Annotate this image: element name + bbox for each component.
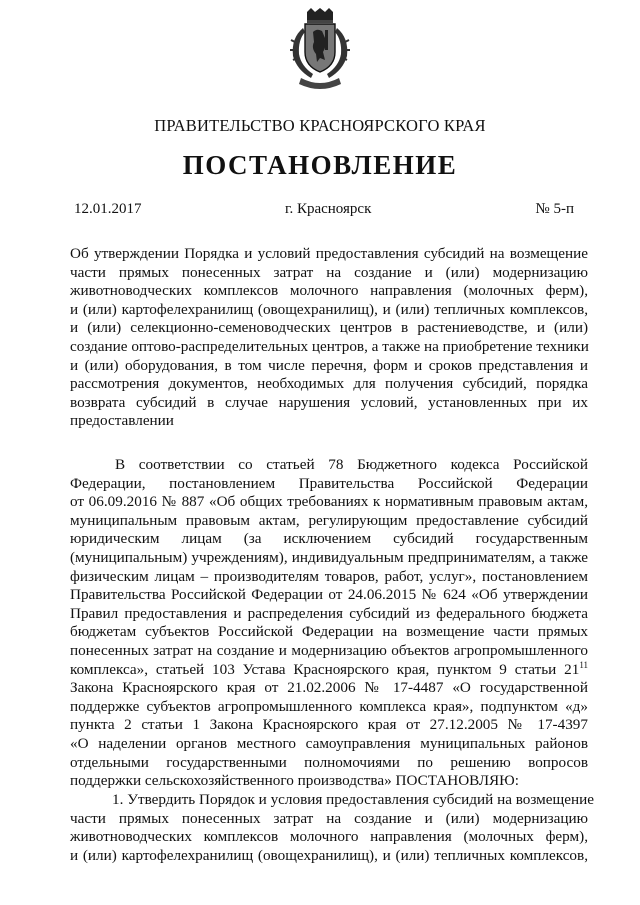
item-line: 1. Утвердить Порядок и условия предоставления субсидий на возмещение bbox=[112, 791, 594, 808]
body-line: физическим лицам – производителям товаров, работ, услуг», постановлением bbox=[70, 567, 588, 585]
body-line: «О наделении органов местного самоуправления муниципальных районов bbox=[70, 734, 588, 752]
title-line: и (или) оборудования, в том числе перечня, форм и сроков представления и bbox=[70, 356, 588, 374]
body-line: отдельными государственными полномочиями по решению вопросов bbox=[70, 753, 588, 771]
title-line: части прямых понесенных затрат на создание и (или) модернизацию bbox=[70, 263, 588, 281]
preamble-paragraph bbox=[70, 456, 588, 791]
item-line: животноводческих комплексов молочного направления (молочных ферм), bbox=[70, 828, 588, 846]
body-line-text: комплекса», статьей 103 Устава Красноярского края, пунктом 9 статьи 21 bbox=[70, 660, 580, 678]
title-line: Об утверждении Порядка и условий предоставления субсидий на возмещение bbox=[70, 245, 588, 262]
item-1-paragraph bbox=[70, 791, 594, 865]
document-title bbox=[70, 245, 588, 431]
body-line: Федерации, постановлением Правительства Российской Федерации bbox=[70, 474, 588, 492]
title-line: создание оптово-распределительных центров, а также на приобретение техники bbox=[70, 337, 589, 355]
body-line: юридическим лицам (за исключением субсидий государственным bbox=[70, 530, 588, 548]
body-line: от 06.09.2016 № 887 «Об общих требованиях к нормативным правовым актам, bbox=[70, 493, 588, 511]
title-line: возврата субсидий в случае нарушения условий, установленных при их bbox=[70, 393, 588, 411]
body-line: поддержке субъектов агропромышленного комплекса края», подпунктом «д» bbox=[70, 697, 588, 715]
body-line: В соответствии со статьей 78 Бюджетного кодекса Российской bbox=[115, 456, 588, 473]
body-line: Закона Красноярского края от 21.02.2006 № 17-4487 «О государственной bbox=[70, 679, 588, 697]
title-line: животноводческих комплексов молочного направления (молочных ферм), bbox=[70, 282, 588, 300]
title-line: и (или) картофелехранилищ (овощехранилищ), и (или) тепличных комплексов, bbox=[70, 300, 588, 318]
document-type: ПОСТАНОВЛЕНИЕ bbox=[182, 150, 458, 180]
item-line: части прямых понесенных затрат на создание и (или) модернизацию bbox=[70, 809, 588, 827]
organization-name: ПРАВИТЕЛЬСТВО КРАСНОЯРСКОГО КРАЯ bbox=[154, 116, 486, 135]
body-line: Правительства Российской Федерации от 24.06.2015 № 624 «Об утверждении bbox=[70, 586, 588, 604]
body-line: понесенных затрат на создание и модернизацию объектов агропромышленного bbox=[70, 641, 588, 659]
coat-of-arms-icon bbox=[287, 8, 353, 92]
article-superscript: 11 bbox=[579, 659, 588, 670]
body-line: муниципальным правовым актам, регулирующим предоставление субсидий bbox=[70, 511, 588, 529]
title-line: предоставлении bbox=[70, 412, 174, 430]
body-line: поддержки сельскохозяйственного производства» ПОСТАНОВЛЯЮ: bbox=[70, 772, 519, 790]
body-line: (муниципальным) учреждениям), индивидуальным предпринимателям, а также bbox=[70, 548, 588, 566]
document-number: № 5-п bbox=[535, 201, 574, 217]
title-line: и (или) селекционно-семеноводческих центров в растениеводстве, и (или) bbox=[70, 319, 588, 337]
body-line-with-superscript bbox=[70, 661, 588, 680]
document-date: 12.01.2017 bbox=[74, 201, 142, 217]
title-line: рассмотрения документов, необходимых для получения субсидий, порядка bbox=[70, 375, 588, 393]
body-line: Правил предоставления и распределения субсидий из федерального бюджета bbox=[70, 604, 588, 622]
body-line: пункта 2 статьи 1 Закона Красноярского края от 27.12.2005 № 17-4397 bbox=[70, 716, 588, 734]
item-line: и (или) картофелехранилищ (овощехранилищ), и (или) тепличных комплексов, bbox=[70, 846, 588, 864]
document-city: г. Красноярск bbox=[285, 201, 372, 217]
body-line: бюджетам субъектов Российской Федерации на возмещение части прямых bbox=[70, 623, 588, 641]
